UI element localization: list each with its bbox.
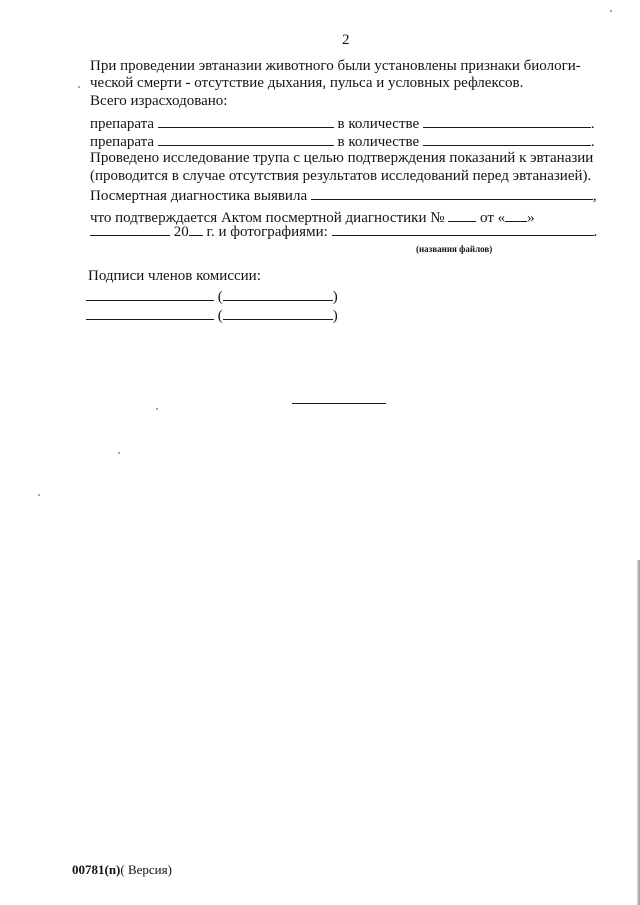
drug-name-blank[interactable]	[158, 132, 334, 146]
signature-row	[86, 287, 338, 306]
signatures-heading: Подписи членов комиссии:	[88, 268, 261, 284]
signature-open-paren: (	[217, 308, 223, 324]
research-line-2: (проводится в случае отсутствия результатов исследований перед эвтаназией).	[90, 168, 592, 184]
signature-name-line[interactable]	[223, 287, 333, 301]
page-number: 2	[342, 32, 350, 48]
diagnostics-label: Посмертная диагностика выявила	[90, 188, 308, 204]
file-names-caption: (названия файлов)	[416, 244, 493, 254]
document-version: ( Версия)	[120, 862, 172, 877]
drug-row-2: препарата в количестве .	[90, 134, 595, 150]
quantity-blank[interactable]	[423, 114, 591, 128]
quantity-label: в количестве	[337, 116, 420, 132]
document-footer	[72, 862, 172, 878]
scan-speck	[78, 86, 80, 88]
act-number-blank[interactable]	[448, 208, 476, 222]
quantity-blank[interactable]	[423, 132, 591, 146]
photos-blank[interactable]	[332, 222, 594, 236]
signature-line[interactable]	[86, 306, 214, 320]
act-close-quote: »	[527, 210, 535, 226]
drug-row-1: препарата в количестве .	[90, 116, 595, 132]
act-prefix: что подтверждается Актом посмертной диагностики №	[90, 210, 445, 226]
spent-heading: Всего израсходовано:	[90, 93, 228, 109]
month-blank[interactable]	[90, 222, 170, 236]
year-row: 20 г. и фотографиями: .	[90, 222, 597, 241]
year-text: 20	[173, 224, 189, 240]
year-blank[interactable]	[189, 222, 203, 236]
signature-close-paren: )	[332, 308, 338, 324]
quantity-label: в количестве	[337, 134, 420, 150]
drug-label: препарата	[90, 134, 155, 150]
act-day-blank[interactable]	[505, 208, 527, 222]
year-suffix: г. и фотографиями:	[206, 224, 328, 240]
scan-speck	[156, 408, 158, 410]
signature-line[interactable]	[86, 287, 214, 301]
diagnostics-row: Посмертная диагностика выявила ,	[90, 188, 597, 204]
scan-speck	[610, 10, 612, 12]
document-code: 00781(n)	[72, 862, 121, 877]
signs-line-1: При проведении эвтаназии животного были установлены признаки биологи-	[90, 58, 581, 74]
drug-label: препарата	[90, 116, 155, 132]
end-of-form-rule	[292, 403, 386, 404]
signature-open-paren: (	[217, 289, 223, 305]
signature-row	[86, 306, 338, 325]
research-line-1: Проведено исследование трупа с целью подтверждения показаний к эвтаназии	[90, 150, 594, 166]
drug-name-blank[interactable]	[158, 114, 334, 128]
signs-line-2: ческой смерти - отсутствие дыхания, пульса и условных рефлексов.	[90, 75, 524, 91]
act-from: от «	[480, 210, 506, 226]
scan-speck	[118, 452, 120, 454]
signature-name-line[interactable]	[223, 306, 333, 320]
signature-close-paren: )	[332, 289, 338, 305]
diagnostics-blank[interactable]	[311, 186, 593, 200]
scan-speck	[38, 494, 40, 496]
